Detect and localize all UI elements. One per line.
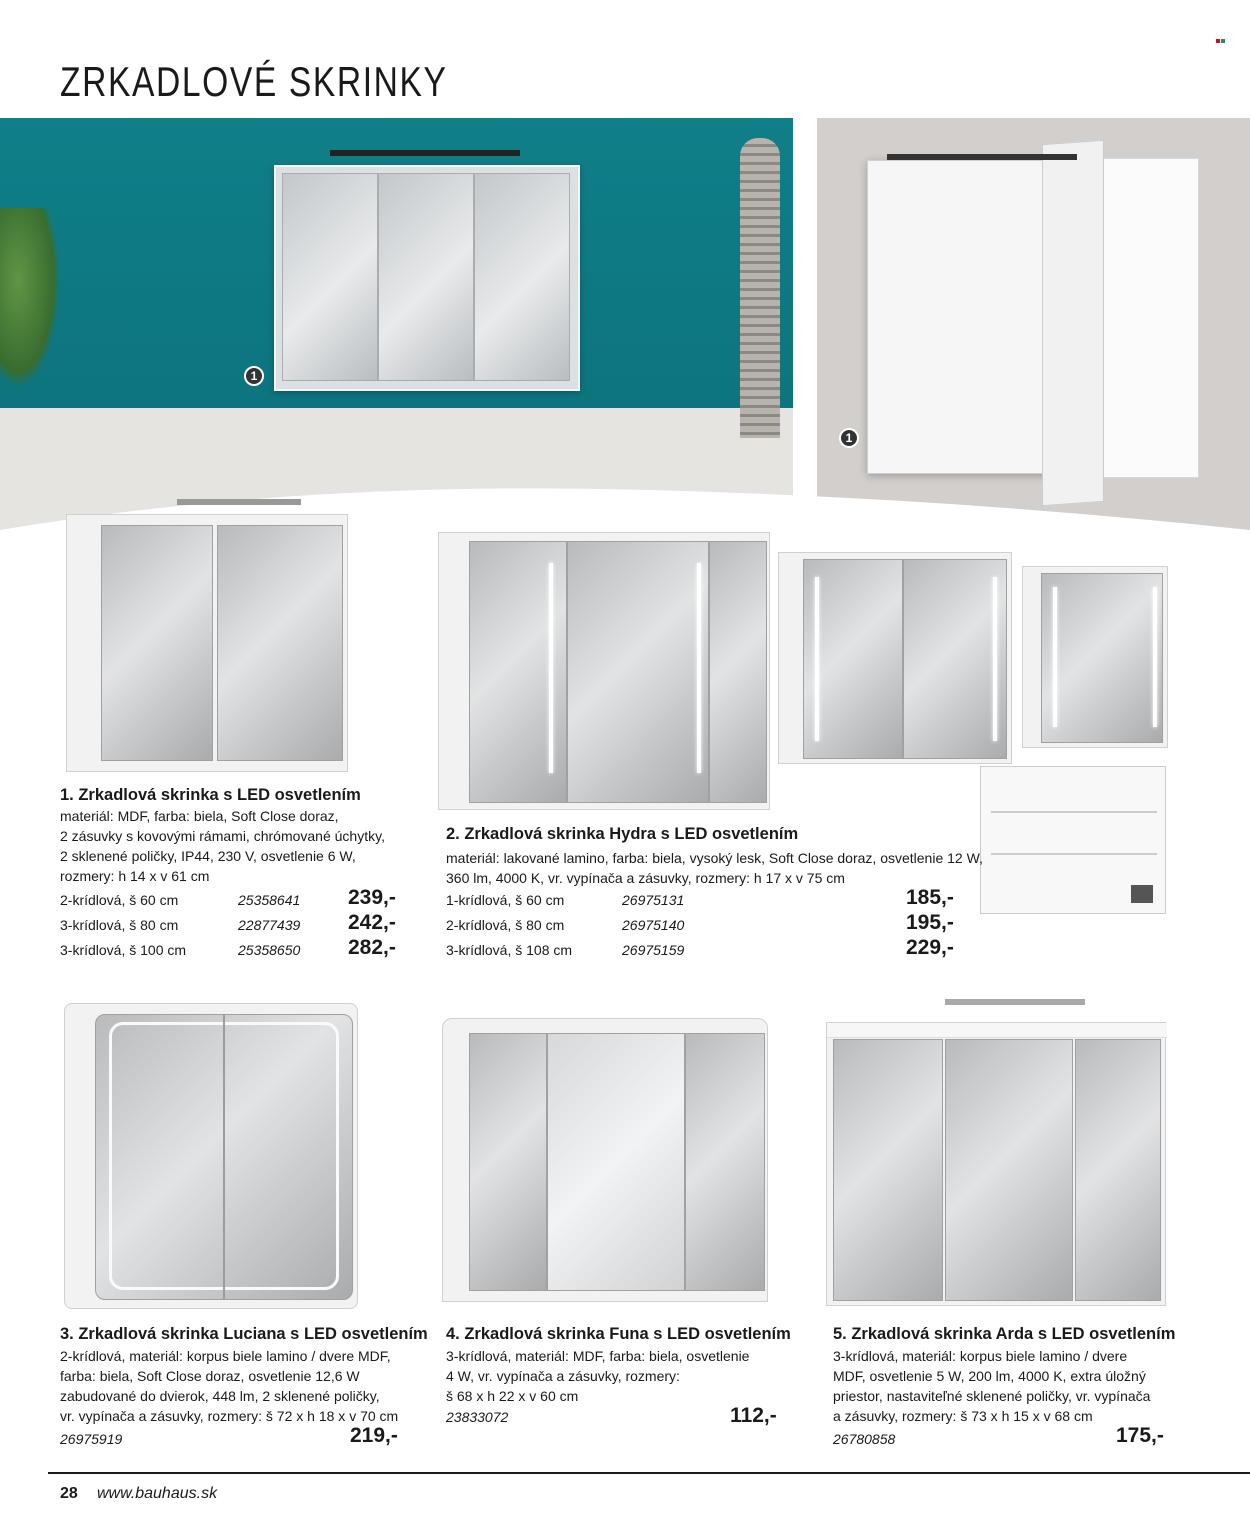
product-3-heading: 3. Zrkadlová skrinka Luciana s LED osvetlením — [60, 1325, 428, 1343]
variant-price: 185,- — [906, 886, 954, 909]
variant-code: 25358650 — [238, 942, 301, 958]
badge-number: 1 — [244, 366, 264, 386]
variant-label: 3-krídlová, š 80 cm — [60, 917, 179, 933]
product-3-code: 26975919 — [60, 1431, 123, 1447]
hero-cabinet-image — [274, 165, 580, 391]
product-2-image-medium — [778, 552, 1012, 764]
product-3-price: 219,- — [350, 1424, 398, 1447]
variant-price: 229,- — [906, 936, 954, 959]
variant-label: 2-krídlová, š 80 cm — [446, 917, 565, 933]
product-1-image — [66, 514, 348, 772]
radiator-image — [740, 138, 780, 438]
product-4-heading: 4. Zrkadlová skrinka Funa s LED osvetlením — [446, 1325, 791, 1343]
variant-code: 26975131 — [622, 892, 685, 908]
page-title: ZRKADLOVÉ SKRINKY — [60, 58, 448, 105]
variant-code: 25358641 — [238, 892, 301, 908]
variant-code: 26975140 — [622, 917, 685, 933]
product-5-image — [826, 1022, 1166, 1306]
plant-image — [0, 208, 60, 388]
product-4-image — [442, 1018, 768, 1302]
product-4-price: 112,- — [730, 1404, 777, 1427]
product-5-price: 175,- — [1116, 1424, 1164, 1447]
product-2-image-large — [438, 532, 770, 810]
product-1-heading: 1. Zrkadlová skrinka s LED osvetlením — [60, 786, 361, 804]
product-3-description: 2-krídlová, materiál: korpus biele lamino / dvere MDF, farba: biela, Soft Close doraz, osvetlenie 12,6 W zabudované do dvierok, 448 lm, 2 sklenené poličky, vr. vypínača a zásuvky, rozmery: š 72 x h 18 x v 70 cm — [60, 1348, 399, 1424]
product-1-description: materiál: MDF, farba: biela, Soft Close doraz, 2 zásuvky s kovovými rámami, chrómované úchytky, 2 sklenené poličky, IP44, 230 V, osvetlenie 6 W, rozmery: h 14 x v 61 cm — [60, 808, 385, 884]
product-4-description: 3-krídlová, materiál: MDF, farba: biela, osvetlenie 4 W, vr. vypínača a zásuvky, rozmery: š 68 x h 22 x v 60 cm — [446, 1348, 750, 1404]
variant-price: 242,- — [348, 911, 396, 934]
variant-price: 239,- — [348, 886, 396, 909]
footer-divider — [48, 1472, 1250, 1474]
product-2-image-small — [1022, 566, 1168, 748]
variant-price: 282,- — [348, 936, 396, 959]
website-link[interactable]: www.bauhaus.sk — [97, 1485, 218, 1502]
product-5-heading: 5. Zrkadlová skrinka Arda s LED osvetlením — [833, 1325, 1176, 1343]
variant-code: 22877439 — [238, 917, 301, 933]
product-5-code: 26780858 — [833, 1431, 896, 1447]
product-4-code: 23833072 — [446, 1409, 509, 1425]
variant-price: 195,- — [906, 911, 954, 934]
variant-label: 2-krídlová, š 60 cm — [60, 892, 179, 908]
product-2-image-open — [980, 766, 1166, 914]
badge-number: 1 — [839, 428, 859, 448]
brand-mark-icon — [1216, 30, 1226, 38]
page-number: 28 — [60, 1485, 78, 1502]
product-2-heading: 2. Zrkadlová skrinka Hydra s LED osvetlením — [446, 825, 799, 843]
variant-label: 3-krídlová, š 100 cm — [60, 942, 187, 958]
product-5-description: 3-krídlová, materiál: korpus biele lamino / dvere MDF, osvetlenie 5 W, 200 lm, 4000 K, extra úložný priestor, nastaviteľné sklenené poličky, vr. vypínača a zásuvky, rozmery: š 73 x h 15 x v 68 cm — [833, 1348, 1151, 1424]
product-2-description: materiál: lakované lamino, farba: biela, vysoký lesk, Soft Close doraz, osvetlenie 12 W, 360 lm, 4000 K, vr. vypínača a zásuvky, rozmery: h 17 x v 75 cm — [446, 850, 983, 886]
lamp-image — [330, 150, 520, 156]
product-3-image — [64, 1003, 358, 1309]
variant-label: 3-krídlová, š 108 cm — [446, 942, 573, 958]
variant-code: 26975159 — [622, 942, 685, 958]
variant-label: 1-krídlová, š 60 cm — [446, 892, 565, 908]
